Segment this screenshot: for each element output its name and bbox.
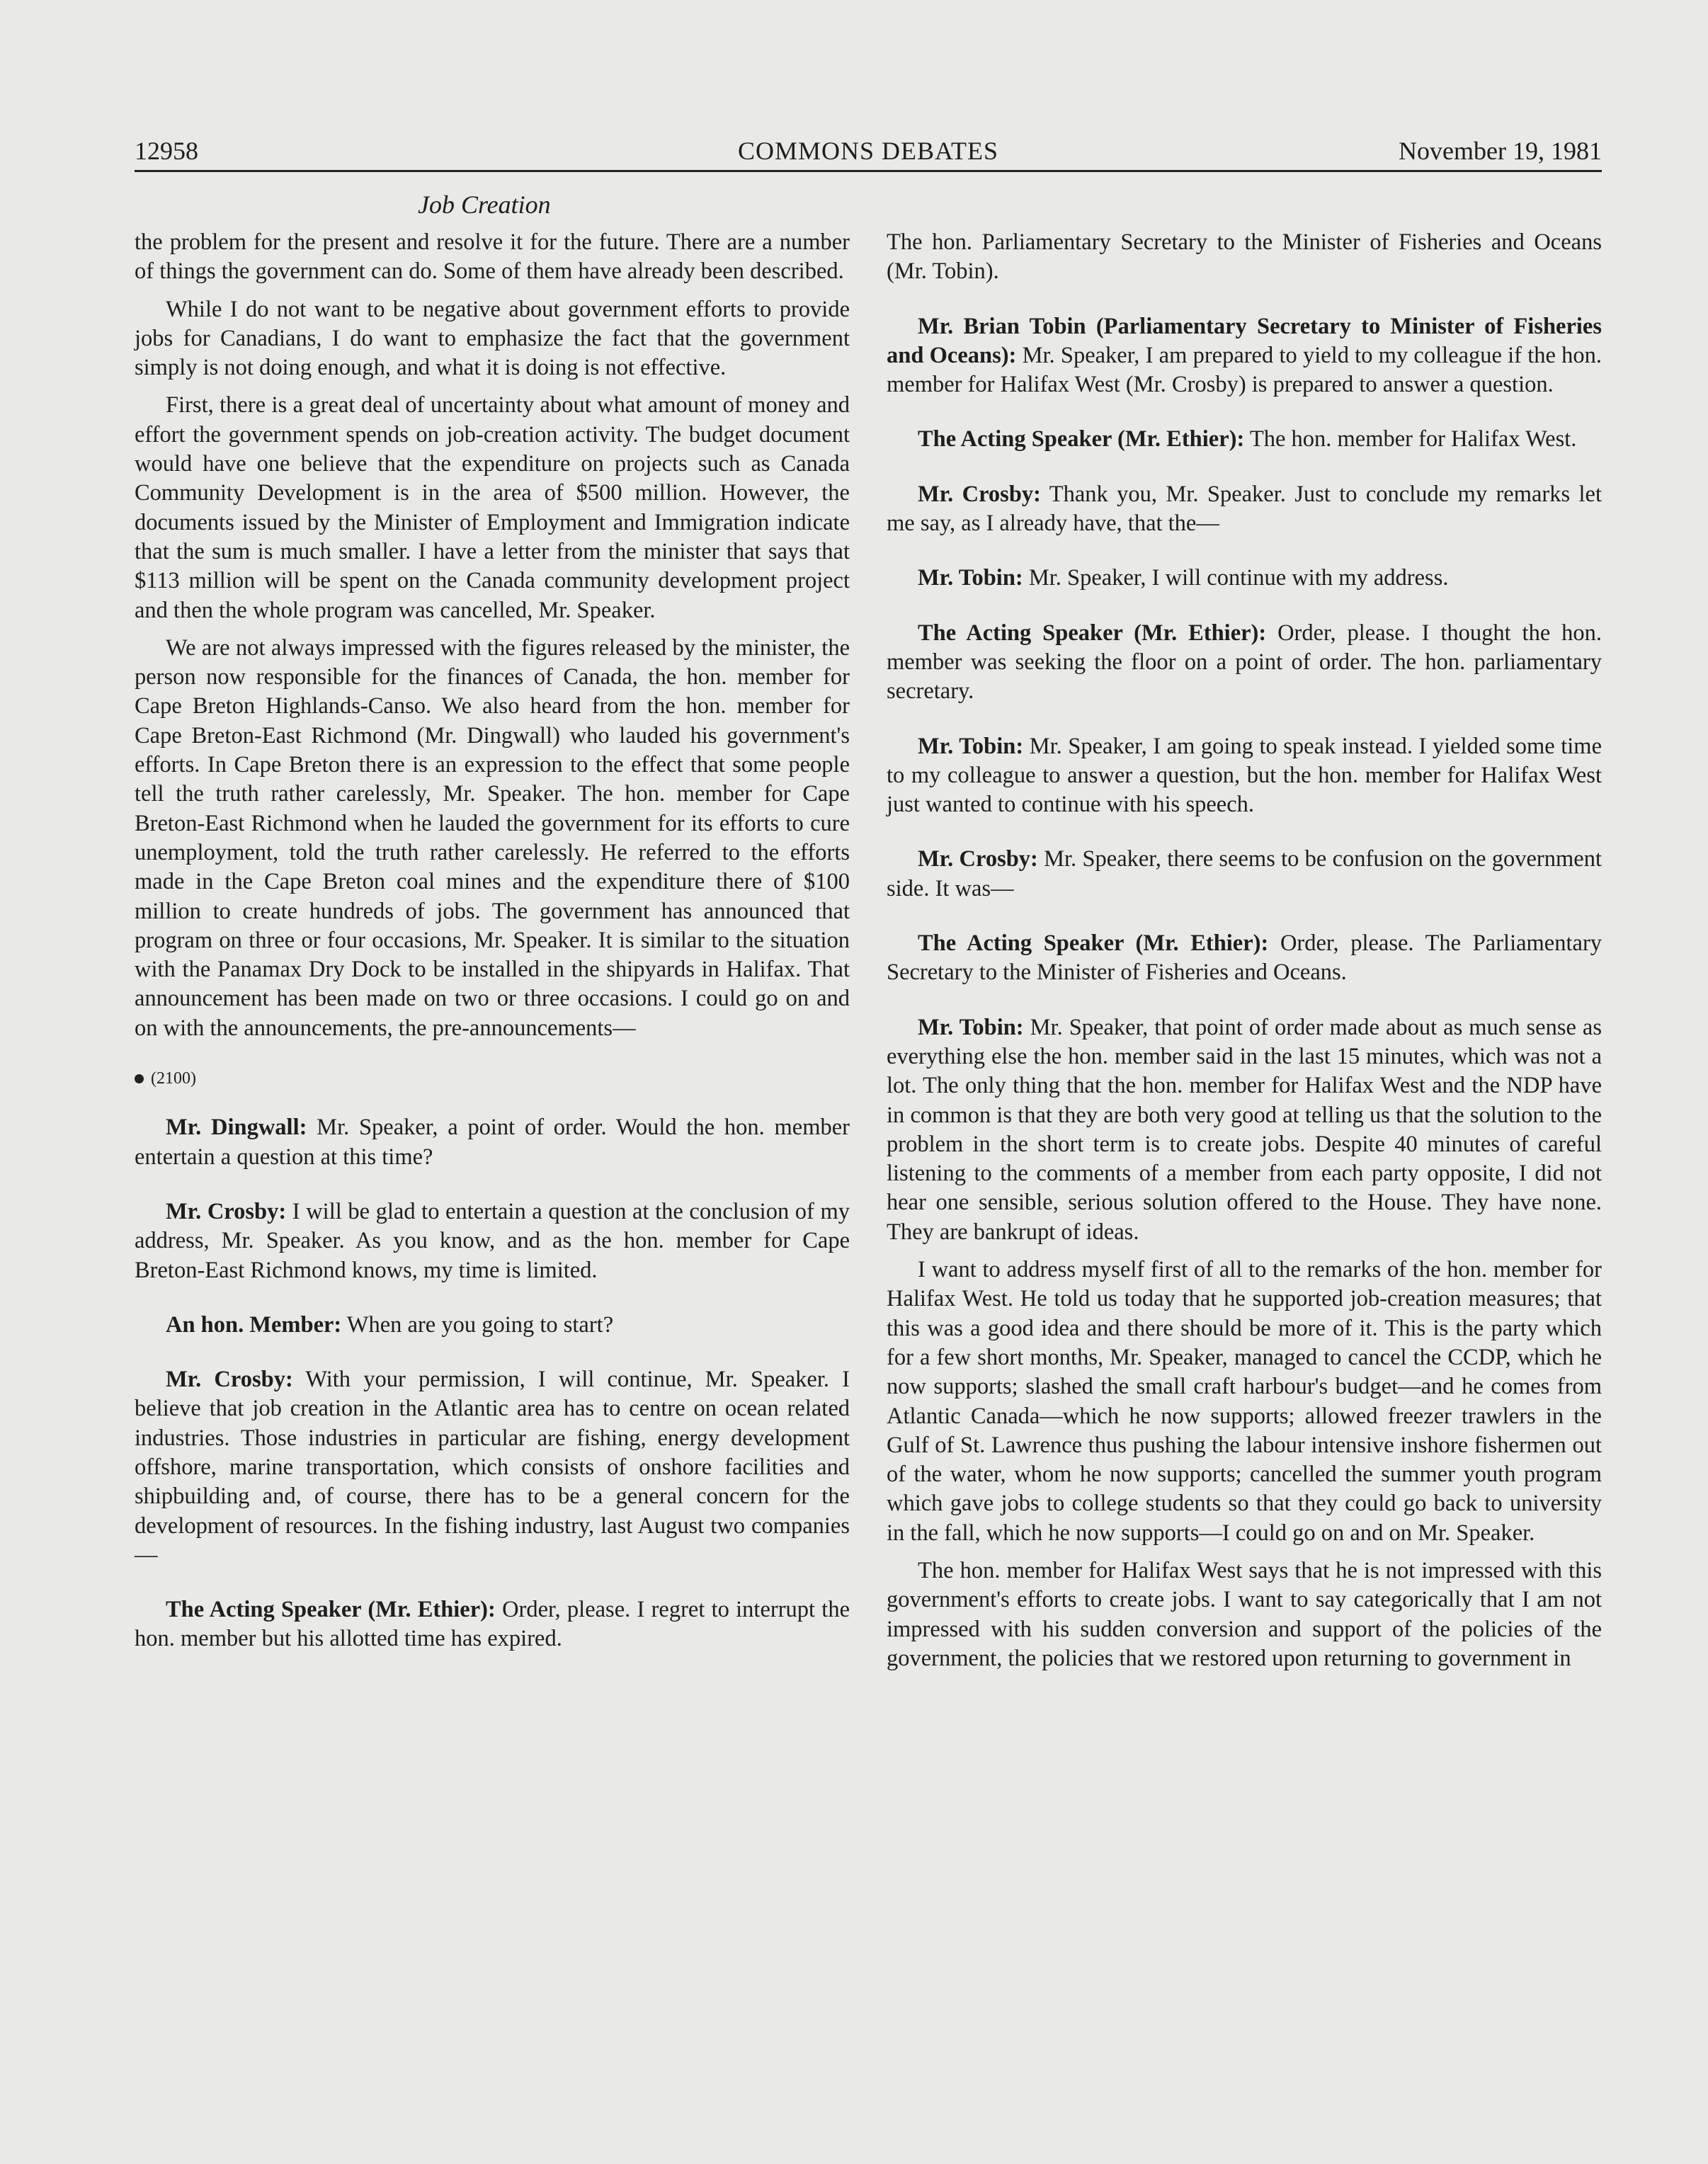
speech (887, 564, 1602, 593)
speech-text: Order, please. I thought the hon. member was seeking the floor on a point of order. The hon. parliamentary secretary. (887, 620, 1602, 705)
paragraph: the problem for the present and resolve it for the future. There are a number of things the government can do. Some of them have already been described. (135, 229, 850, 285)
speaker-name: Mr. Crosby: (918, 846, 1038, 872)
subject-heading: Job Creation (418, 190, 551, 219)
speech (135, 1365, 850, 1570)
speech-text: Thank you, Mr. Speaker. Just to conclude my remarks let me say, as I already have, that the— (887, 481, 1602, 537)
speech-text: Order, please. The Parliamentary Secretary to the Minister of Fisheries and Oceans. (887, 930, 1602, 986)
speaker-name: The Acting Speaker (Mr. Ethier): (918, 620, 1267, 646)
speaker-name: Mr. Tobin: (918, 565, 1023, 591)
speaker-name: Mr. Brian Tobin (Parliamentary Secretary to Minister of Fisheries and Oceans): (887, 313, 1602, 368)
paragraph: First, there is a great deal of uncertainty about what amount of money and effort the government spends on job-creation activity. The budget document would have one believe that the expenditure on projects such as Canada Community Development is in the area of $500 million. However, the documents issued by the Minister of Employment and Immigration indicate that the sum is much smaller. I have a letter from the minister that says that $113 million will be spent on the Canada community development project and then the whole program was cancelled, Mr. Speaker. (135, 392, 850, 623)
page-header (135, 136, 1602, 171)
speech (887, 845, 1602, 904)
paragraph: We are not always impressed with the figures released by the minister, the person now responsible for the finances of Canada, the hon. member for Cape Breton Highlands-Canso. We also heard from the hon. member for Cape Breton-East Richmond (Mr. Dingwall) who lauded his government's efforts. In Cape Breton there is an expression to the effect that some people tell the truth rather carelessly, Mr. Speaker. The hon. member for Cape Breton-East Richmond when he lauded the government for its efforts to cure unemployment, told the truth rather carelessly. He referred to the efforts made in the Cape Breton coal mines and the expenditure there of $100 million to create hundreds of jobs. The government has announced that program on three or four occasions, Mr. Speaker. It is similar to the situation with the Panamax Dry Dock to be installed in the shipyards in Halifax. That announcement has been made on two or three occasions. I could go on and on with the announcements, the pre-announcements— (135, 634, 850, 1041)
speech (135, 1311, 850, 1340)
publication-title: COMMONS DEBATES (737, 137, 999, 165)
speaker-name: Mr. Tobin: (918, 1014, 1024, 1040)
speech-text: The hon. member for Halifax West. (1249, 426, 1577, 452)
speech-text: Mr. Speaker, a point of order. Would the hon. member entertain a question at this time? (135, 1115, 850, 1170)
paragraph: I want to address myself first of all to the remarks of the hon. member for Halifax West. He told us today that he supported job-creation measures; that this was a good idea and there should be more of it. This is the party which for a few short months, Mr. Speaker, managed to cancel the CCDP, which he now supports; slashed the small craft harbour's budget—and he comes from Atlantic Canada—which he now supports; allowed freezer trawlers in the Gulf of St. Lawrence thus pushing the labour intensive inshore fishermen out of the water, whom he now supports; cancelled the summer youth program which gave jobs to college students so that they could go back to university in the fall, which he now supports—I could go on and on Mr. Speaker. (887, 1257, 1602, 1546)
speech-text: When are you going to start? (346, 1311, 614, 1338)
time-marker-label: (2100) (151, 1069, 196, 1088)
speech (887, 732, 1602, 820)
speaker-name: The Acting Speaker (Mr. Ethier): (918, 426, 1245, 452)
speech (887, 929, 1602, 988)
bullet-icon (135, 1074, 144, 1083)
speech-text: With your permission, I will continue, Mr. Speaker. I believe that job creation in the Atlantic area has to centre on ocean related industries. Those industries in particular are fishing, energy development offshore, marine transportation, which consists of onshore facilities and shipbuilding and, of course, there has to be a general concern for the development of resources. In the fishing industry, last August two companies— (135, 1367, 850, 1568)
speech-text: Mr. Speaker, I am prepared to yield to my colleague if the hon. member for Halifax West (Mr. Crosby) is prepared to answer a question. (887, 342, 1602, 398)
speech-text: Mr. Speaker, there seems to be confusion on the government side. It was— (887, 846, 1602, 901)
speech-text: Order, please. I regret to interrupt the hon. member but his allotted time has expired. (135, 1597, 850, 1652)
speech (887, 425, 1602, 454)
left-column (135, 228, 850, 1654)
speech (887, 1013, 1602, 1247)
speech-text: Mr. Speaker, I will continue with my address. (1028, 565, 1449, 591)
speaker-name: An hon. Member: (166, 1311, 342, 1338)
speech (135, 1197, 850, 1285)
speaker-name: Mr. Crosby: (918, 481, 1041, 507)
speaker-name: Mr. Crosby: (166, 1367, 293, 1393)
speech (887, 312, 1602, 400)
speech-text: Mr. Speaker, that point of order made about as much sense as everything else the hon. member said in the last 15 minutes, which was not a lot. The only thing that the hon. member for Halifax West and the NDP have in common is that they are both very good at telling us that the solution to the problem in the short term is to create jobs. Despite 40 minutes of careful listening to the comments of a member from each party opposite, I did not hear one sensible, serious solution offered to the House. They have none. They are bankrupt of ideas. (887, 1014, 1602, 1245)
speaker-name: The Acting Speaker (Mr. Ethier): (918, 930, 1269, 957)
speaker-name: The Acting Speaker (Mr. Ethier): (166, 1597, 496, 1623)
paragraph: While I do not want to be negative about government efforts to provide jobs for Canadians, I do want to emphasize the fact that the government simply is not doing enough, and what it is doing is not effective. (135, 296, 850, 381)
header-rule (135, 170, 1602, 172)
speech (135, 1595, 850, 1654)
page-number: 12958 (135, 137, 198, 165)
speech (887, 480, 1602, 539)
paragraph: The hon. member for Halifax West says that he is not impressed with this government's efforts to create jobs. I want to say categorically that I am not impressed with his sudden conversion and support of the policies of the government, the policies that we restored upon returning to government in (887, 1557, 1602, 1671)
speech (887, 619, 1602, 707)
right-column (887, 228, 1602, 1673)
publication-date: November 19, 1981 (1399, 137, 1602, 165)
speech-text: I will be glad to entertain a question at the conclusion of my address, Mr. Speaker. As you know, and as the hon. member for Cape Breton-East Richmond knows, my time is limited. (135, 1198, 850, 1283)
speech (135, 1113, 850, 1172)
paragraph: The hon. Parliamentary Secretary to the Minister of Fisheries and Oceans (Mr. Tobin). (887, 229, 1602, 285)
time-marker (135, 1064, 850, 1093)
speech-text: Mr. Speaker, I am going to speak instead. I yielded some time to my colleague to answer a question, but the hon. member for Halifax West just wanted to continue with his speech. (887, 733, 1602, 818)
speaker-name: Mr. Crosby: (166, 1198, 287, 1224)
speaker-name: Mr. Tobin: (918, 733, 1024, 759)
speaker-name: Mr. Dingwall: (166, 1115, 307, 1141)
